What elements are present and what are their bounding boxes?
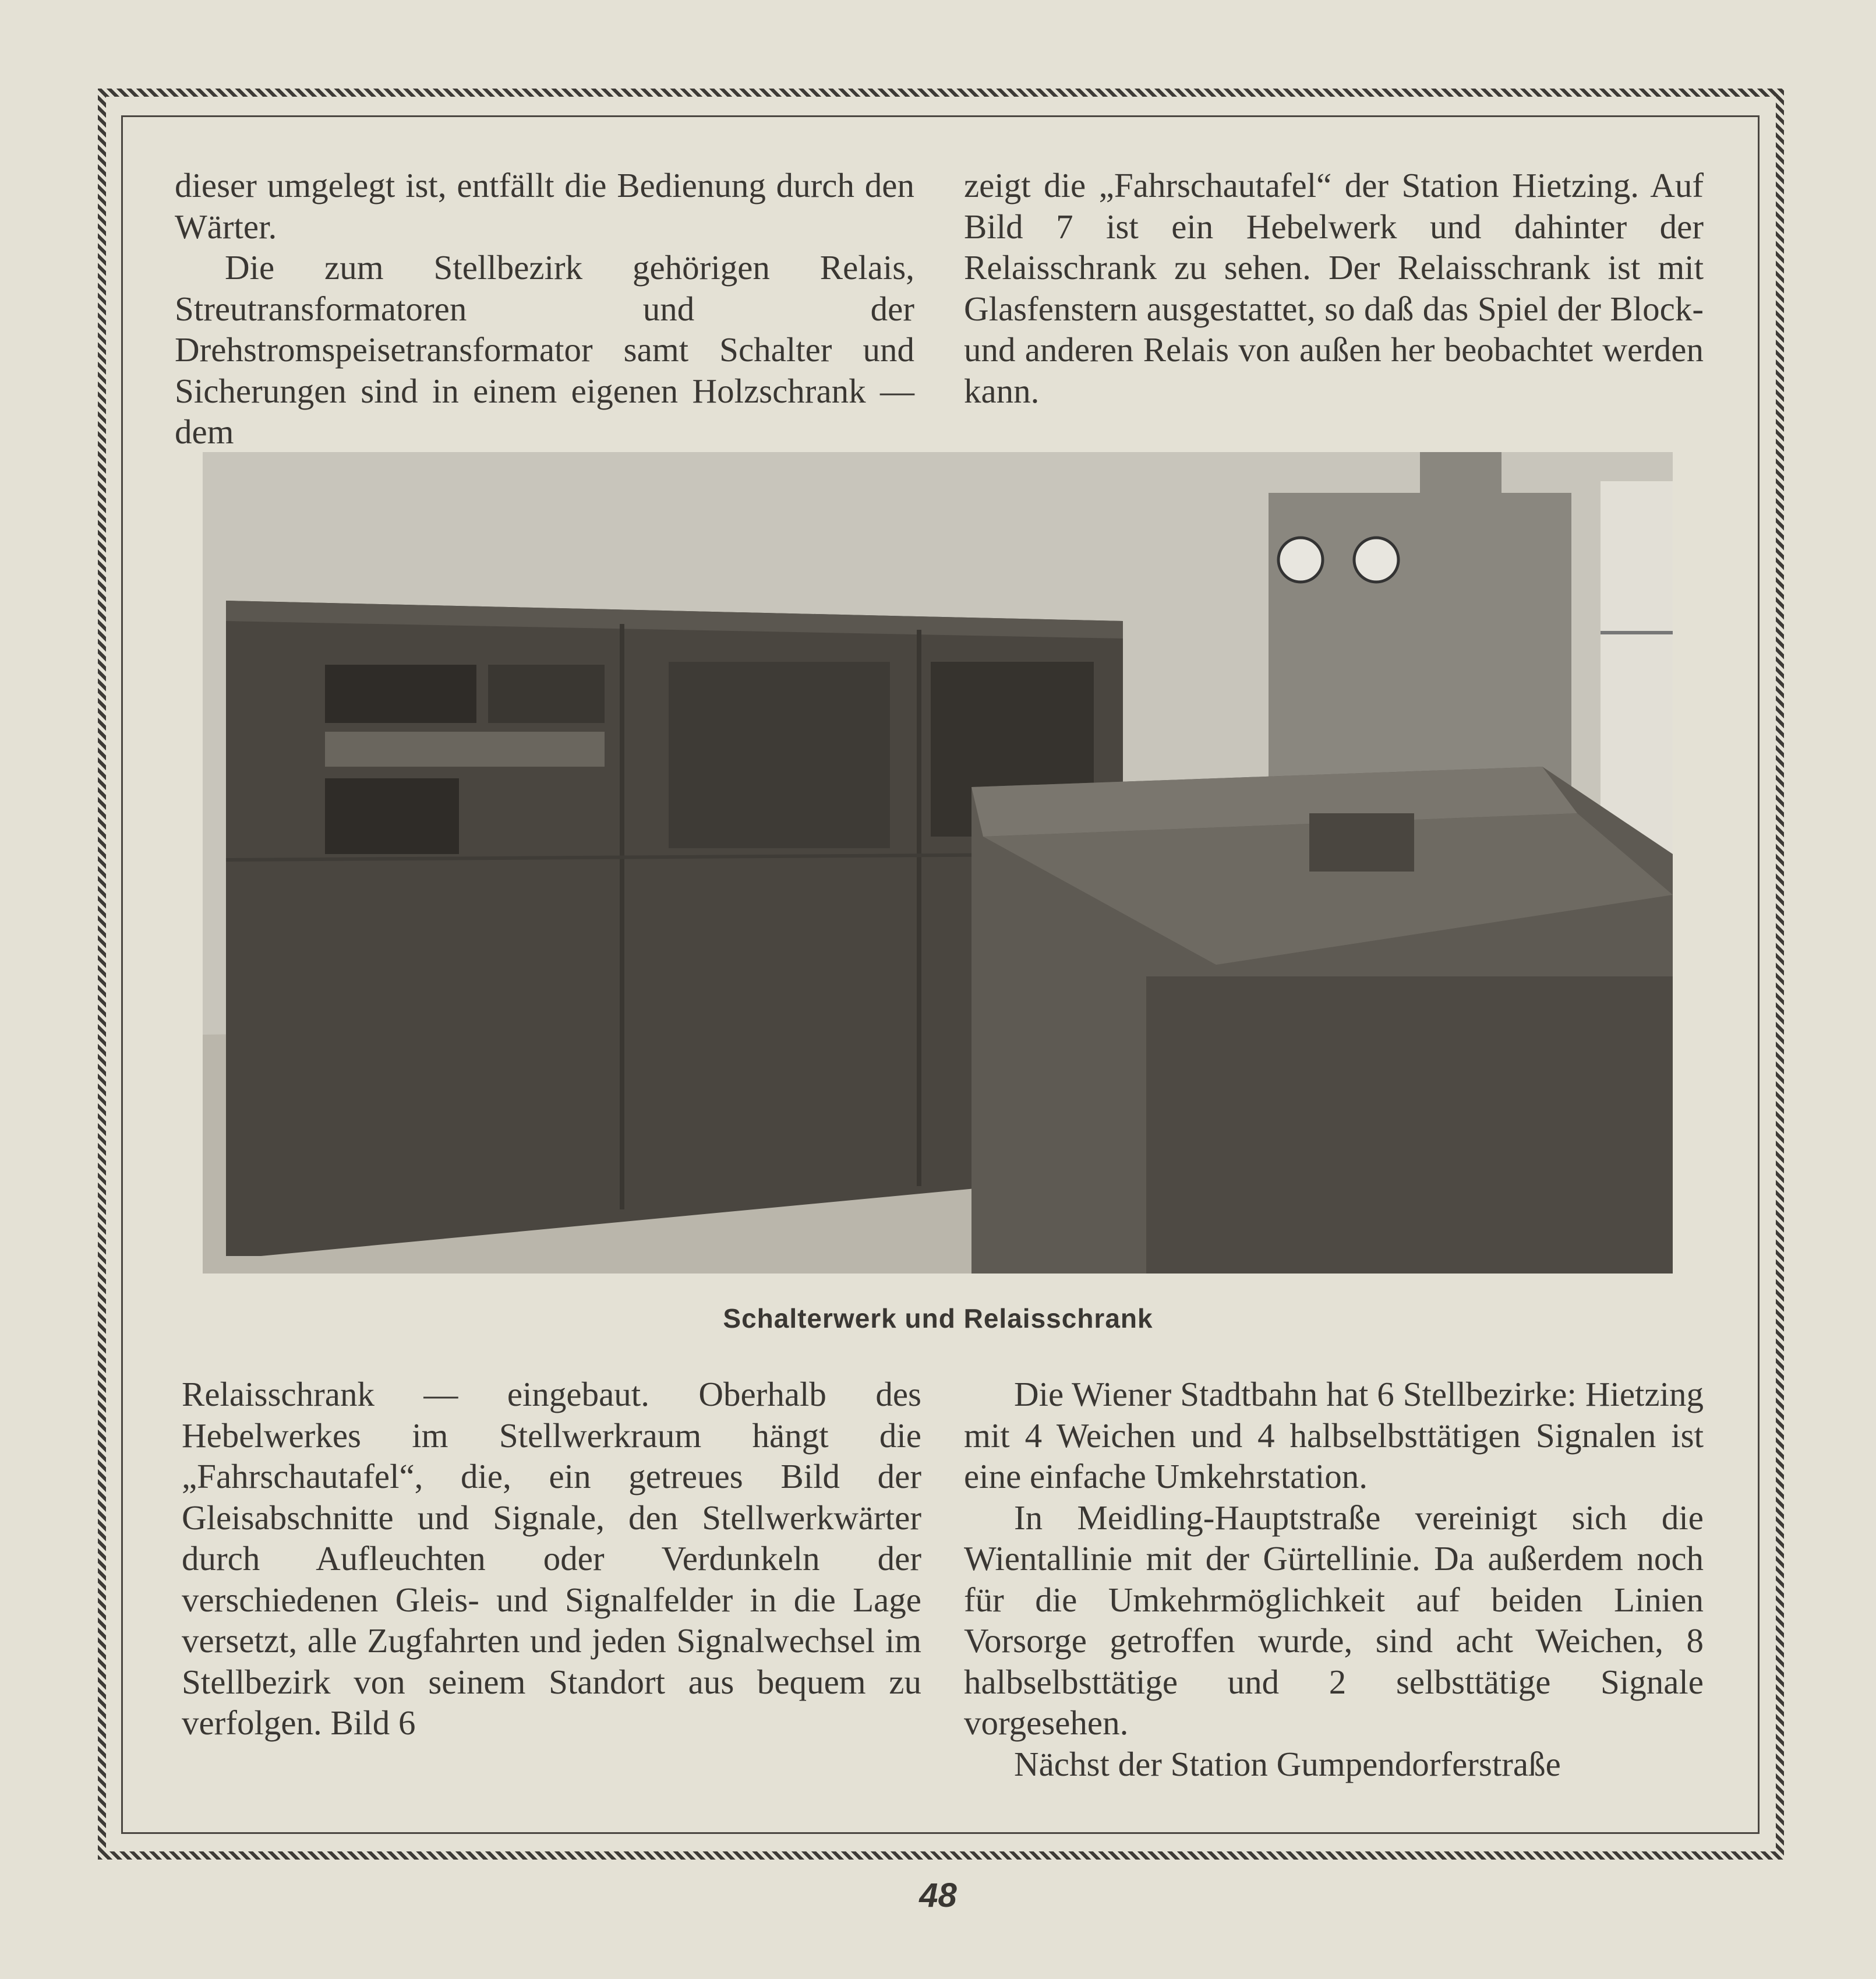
- paragraph: zeigt die „Fahrschautafel“ der Station Hietzing. Auf Bild 7 ist ein Hebelwerk und dahinter der Relaisschrank zu sehen. Der Relaisschrank ist mit Glasfenstern ausgestattet, so daß das Spiel der Block- und anderen Relais von außen her beobachtet werden kann.: [964, 166, 1704, 410]
- page-number: 48: [919, 1876, 957, 1914]
- paragraph: Relaisschrank — eingebaut. Oberhalb des Hebelwerkes im Stellwerkraum hängt die „Fahrschautafel“, die, ein getreues Bild der Gleisabschnitte und Signale, den Stellwerkwärter durch Aufleuchten oder Verdunkeln der verschiedenen Gleis- und Signalfelder in die Lage versetzt, alle Zugfahrten und jeden Signalwechsel im Stellbezirk von seinem Standort aus bequem zu verfolgen. Bild 6: [182, 1375, 921, 1742]
- paragraph: In Meidling-Hauptstraße vereinigt sich die Wientallinie mit der Gürtellinie. Da außerdem noch für die Umkehrmöglichkeit auf beiden Linien Vorsorge getroffen wurde, sind acht Weichen, 8 halbselbsttätige und 2 selbsttätige Signale vorgesehen.: [964, 1498, 1704, 1742]
- figure-caption: Schalterwerk und Relaisschrank: [723, 1303, 1153, 1334]
- text-column-bottom-right: [964, 1374, 1704, 1784]
- paragraph: Die Wiener Stadtbahn hat 6 Stellbezirke: Hietzing mit 4 Weichen und 4 halbselbsttätigen Signalen ist eine einfache Umkehrstation.: [964, 1375, 1704, 1495]
- photo-illustration: [203, 452, 1673, 1274]
- paragraph: Nächst der Station Gumpendorferstraße: [1014, 1744, 1561, 1783]
- text-column-bottom-left: [182, 1374, 921, 1744]
- paragraph: dieser umgelegt ist, entfällt die Bedienung durch den Wärter.: [175, 166, 914, 246]
- text-column-top-right: [964, 165, 1704, 411]
- text-column-top-left: [175, 165, 914, 453]
- figure-photo-switchgear: [203, 452, 1673, 1274]
- paragraph: Die zum Stellbezirk gehörigen Relais, Streutransformatoren und der Drehstromspeisetransformator samt Schalter und Sicherungen sind in einem eigenen Holzschrank — dem: [175, 248, 914, 451]
